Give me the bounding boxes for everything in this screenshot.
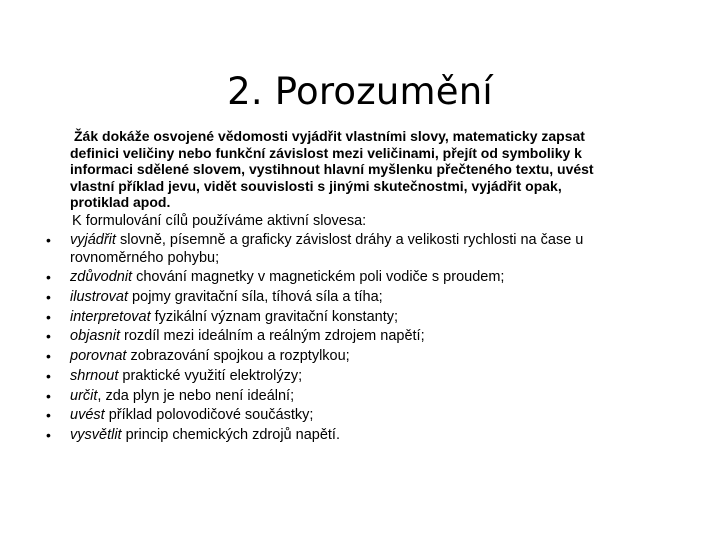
list-item bbox=[46, 289, 674, 307]
item-text: chování magnetky v magnetickém poli vodiče s proudem; bbox=[132, 269, 505, 286]
item-verb: ilustrovat bbox=[70, 289, 129, 306]
intro-line-4: vlastní příklad jevu, vidět souvislosti s jinými skutečnostmi, vyjádřit opak, bbox=[70, 177, 562, 194]
item-text: princip chemických zdrojů napětí. bbox=[121, 426, 340, 443]
bullet-icon: • bbox=[46, 308, 51, 325]
list-item bbox=[46, 232, 674, 267]
item-text: praktické využití elektrolýzy; bbox=[118, 367, 303, 384]
bullet-icon: • bbox=[46, 289, 51, 306]
item-text: rozdíl mezi ideálním a reálným zdrojem napětí; bbox=[119, 328, 425, 345]
item-verb: uvést bbox=[70, 407, 105, 424]
list-item bbox=[46, 407, 674, 425]
verbs-list bbox=[46, 232, 674, 444]
item-text: , zda plyn je nebo není ideální; bbox=[97, 387, 295, 404]
intro-line-1: Žák dokáže osvojené vědomosti vyjádřit vlastními slovy, matematicky zapsat bbox=[74, 128, 585, 144]
item-text: příklad polovodičové součástky; bbox=[104, 407, 314, 424]
item-verb: vyjádřit bbox=[70, 232, 116, 249]
slide-title: 2. Porozumění bbox=[227, 69, 493, 113]
intro-paragraph bbox=[46, 128, 674, 211]
list-item bbox=[46, 388, 674, 406]
bullet-icon: • bbox=[46, 407, 51, 424]
item-text: slovně, písemně a graficky závislost dráhy a velikosti rychlosti na čase u rovnoměrného pohybu; bbox=[70, 232, 584, 266]
item-text: pojmy gravitační síla, tíhová síla a tíha; bbox=[128, 289, 383, 306]
intro-line-5: protiklad apod. bbox=[70, 194, 171, 210]
item-verb: porovnat bbox=[70, 348, 127, 365]
bullet-icon: • bbox=[46, 328, 51, 345]
list-item bbox=[46, 328, 674, 346]
item-verb: vysvětlit bbox=[70, 426, 122, 443]
list-item bbox=[46, 269, 674, 287]
intro-line-2: definici veličiny nebo funkční závislost mezi veličinami, přejít od symboliky k bbox=[70, 144, 582, 161]
verbs-lead-text: K formulování cílů používáme aktivní slovesa: bbox=[72, 212, 367, 229]
intro-line-3: informaci sdělené slovem, vystihnout hlavní myšlenku přečteného textu, uvést bbox=[70, 161, 594, 177]
item-text: fyzikální význam gravitační konstanty; bbox=[150, 308, 399, 325]
item-verb: interpretovat bbox=[70, 308, 151, 325]
item-verb: shrnout bbox=[70, 367, 119, 384]
item-verb: zdůvodnit bbox=[70, 269, 133, 286]
list-item bbox=[46, 368, 674, 386]
bullet-icon: • bbox=[46, 232, 51, 249]
slide-content bbox=[46, 128, 674, 444]
item-verb: objasnit bbox=[70, 328, 120, 345]
item-verb: určit bbox=[70, 387, 98, 404]
item-text: zobrazování spojkou a rozptylkou; bbox=[126, 348, 350, 365]
list-item bbox=[46, 348, 674, 366]
list-item bbox=[46, 427, 674, 445]
bullet-icon: • bbox=[46, 426, 51, 443]
bullet-icon: • bbox=[46, 367, 51, 384]
list-item bbox=[46, 309, 674, 327]
bullet-icon: • bbox=[46, 387, 51, 404]
bullet-icon: • bbox=[46, 348, 51, 365]
bullet-icon: • bbox=[46, 269, 51, 286]
